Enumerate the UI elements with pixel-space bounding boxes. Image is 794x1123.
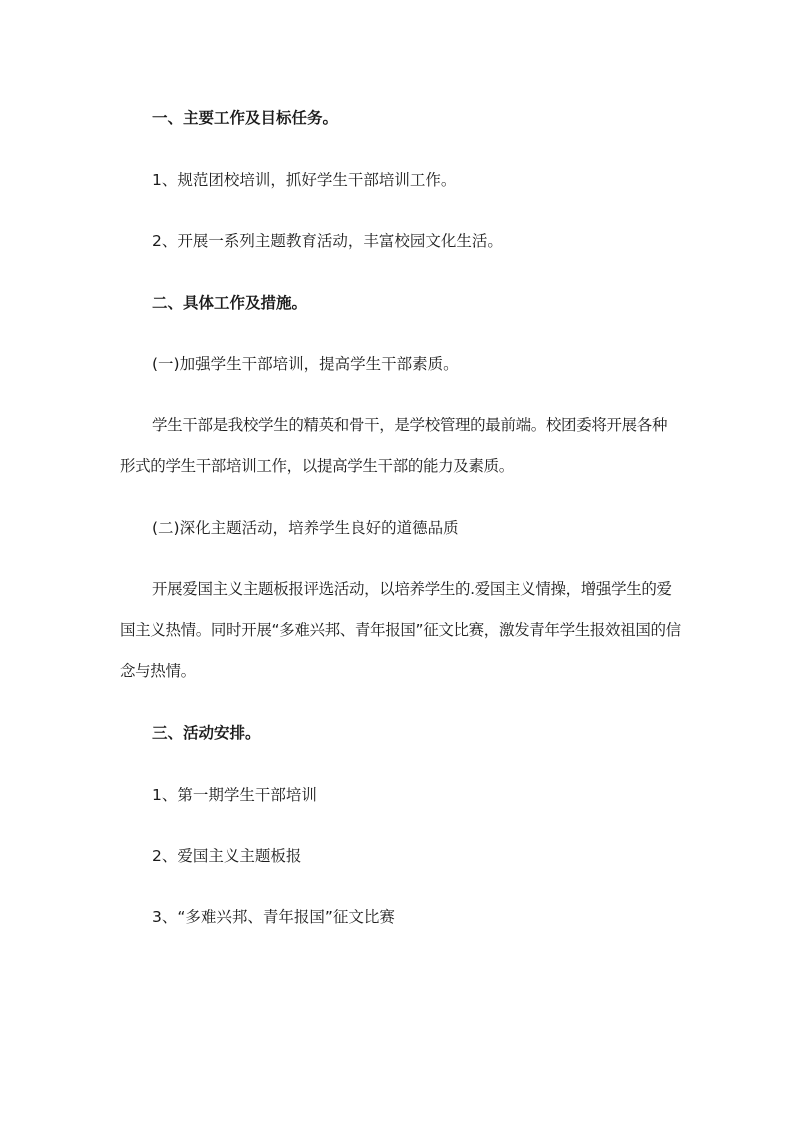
list-item: 1、第一期学生干部培训 (152, 786, 317, 804)
subsection-title-2: (二)深化主题活动，培养学生良好的道德品质 (152, 519, 459, 537)
section-heading-1: 一、主要工作及目标任务。 (152, 109, 339, 127)
section-heading-2: 二、具体工作及措施。 (152, 294, 308, 312)
list-item: 1、规范团校培训，抓好学生干部培训工作。 (152, 171, 457, 189)
list-item: 2、爱国主义主题板报 (152, 847, 302, 865)
list-item: 3、“多难兴邦、青年报国”征文比赛 (152, 908, 395, 926)
body-paragraph-1: 学生干部是我校学生的精英和骨干，是学校管理的最前端。校团委将开展各种形式的学生干部培训工作，以提高学生干部的能力及素质。 (120, 416, 668, 475)
section-heading-3: 三、活动安排。 (152, 724, 261, 742)
subsection-title-1: (一)加强学生干部培训，提高学生干部素质。 (152, 355, 459, 373)
body-paragraph-2: 开展爱国主义主题板报评选活动，以培养学生的.爱国主义情操，增强学生的爱国主义热情。同时开展“多难兴邦、青年报国”征文比赛，激发青年学生报效祖国的信念与热情。 (120, 580, 681, 680)
list-item: 2、开展一系列主题教育活动，丰富校园文化生活。 (152, 232, 503, 250)
